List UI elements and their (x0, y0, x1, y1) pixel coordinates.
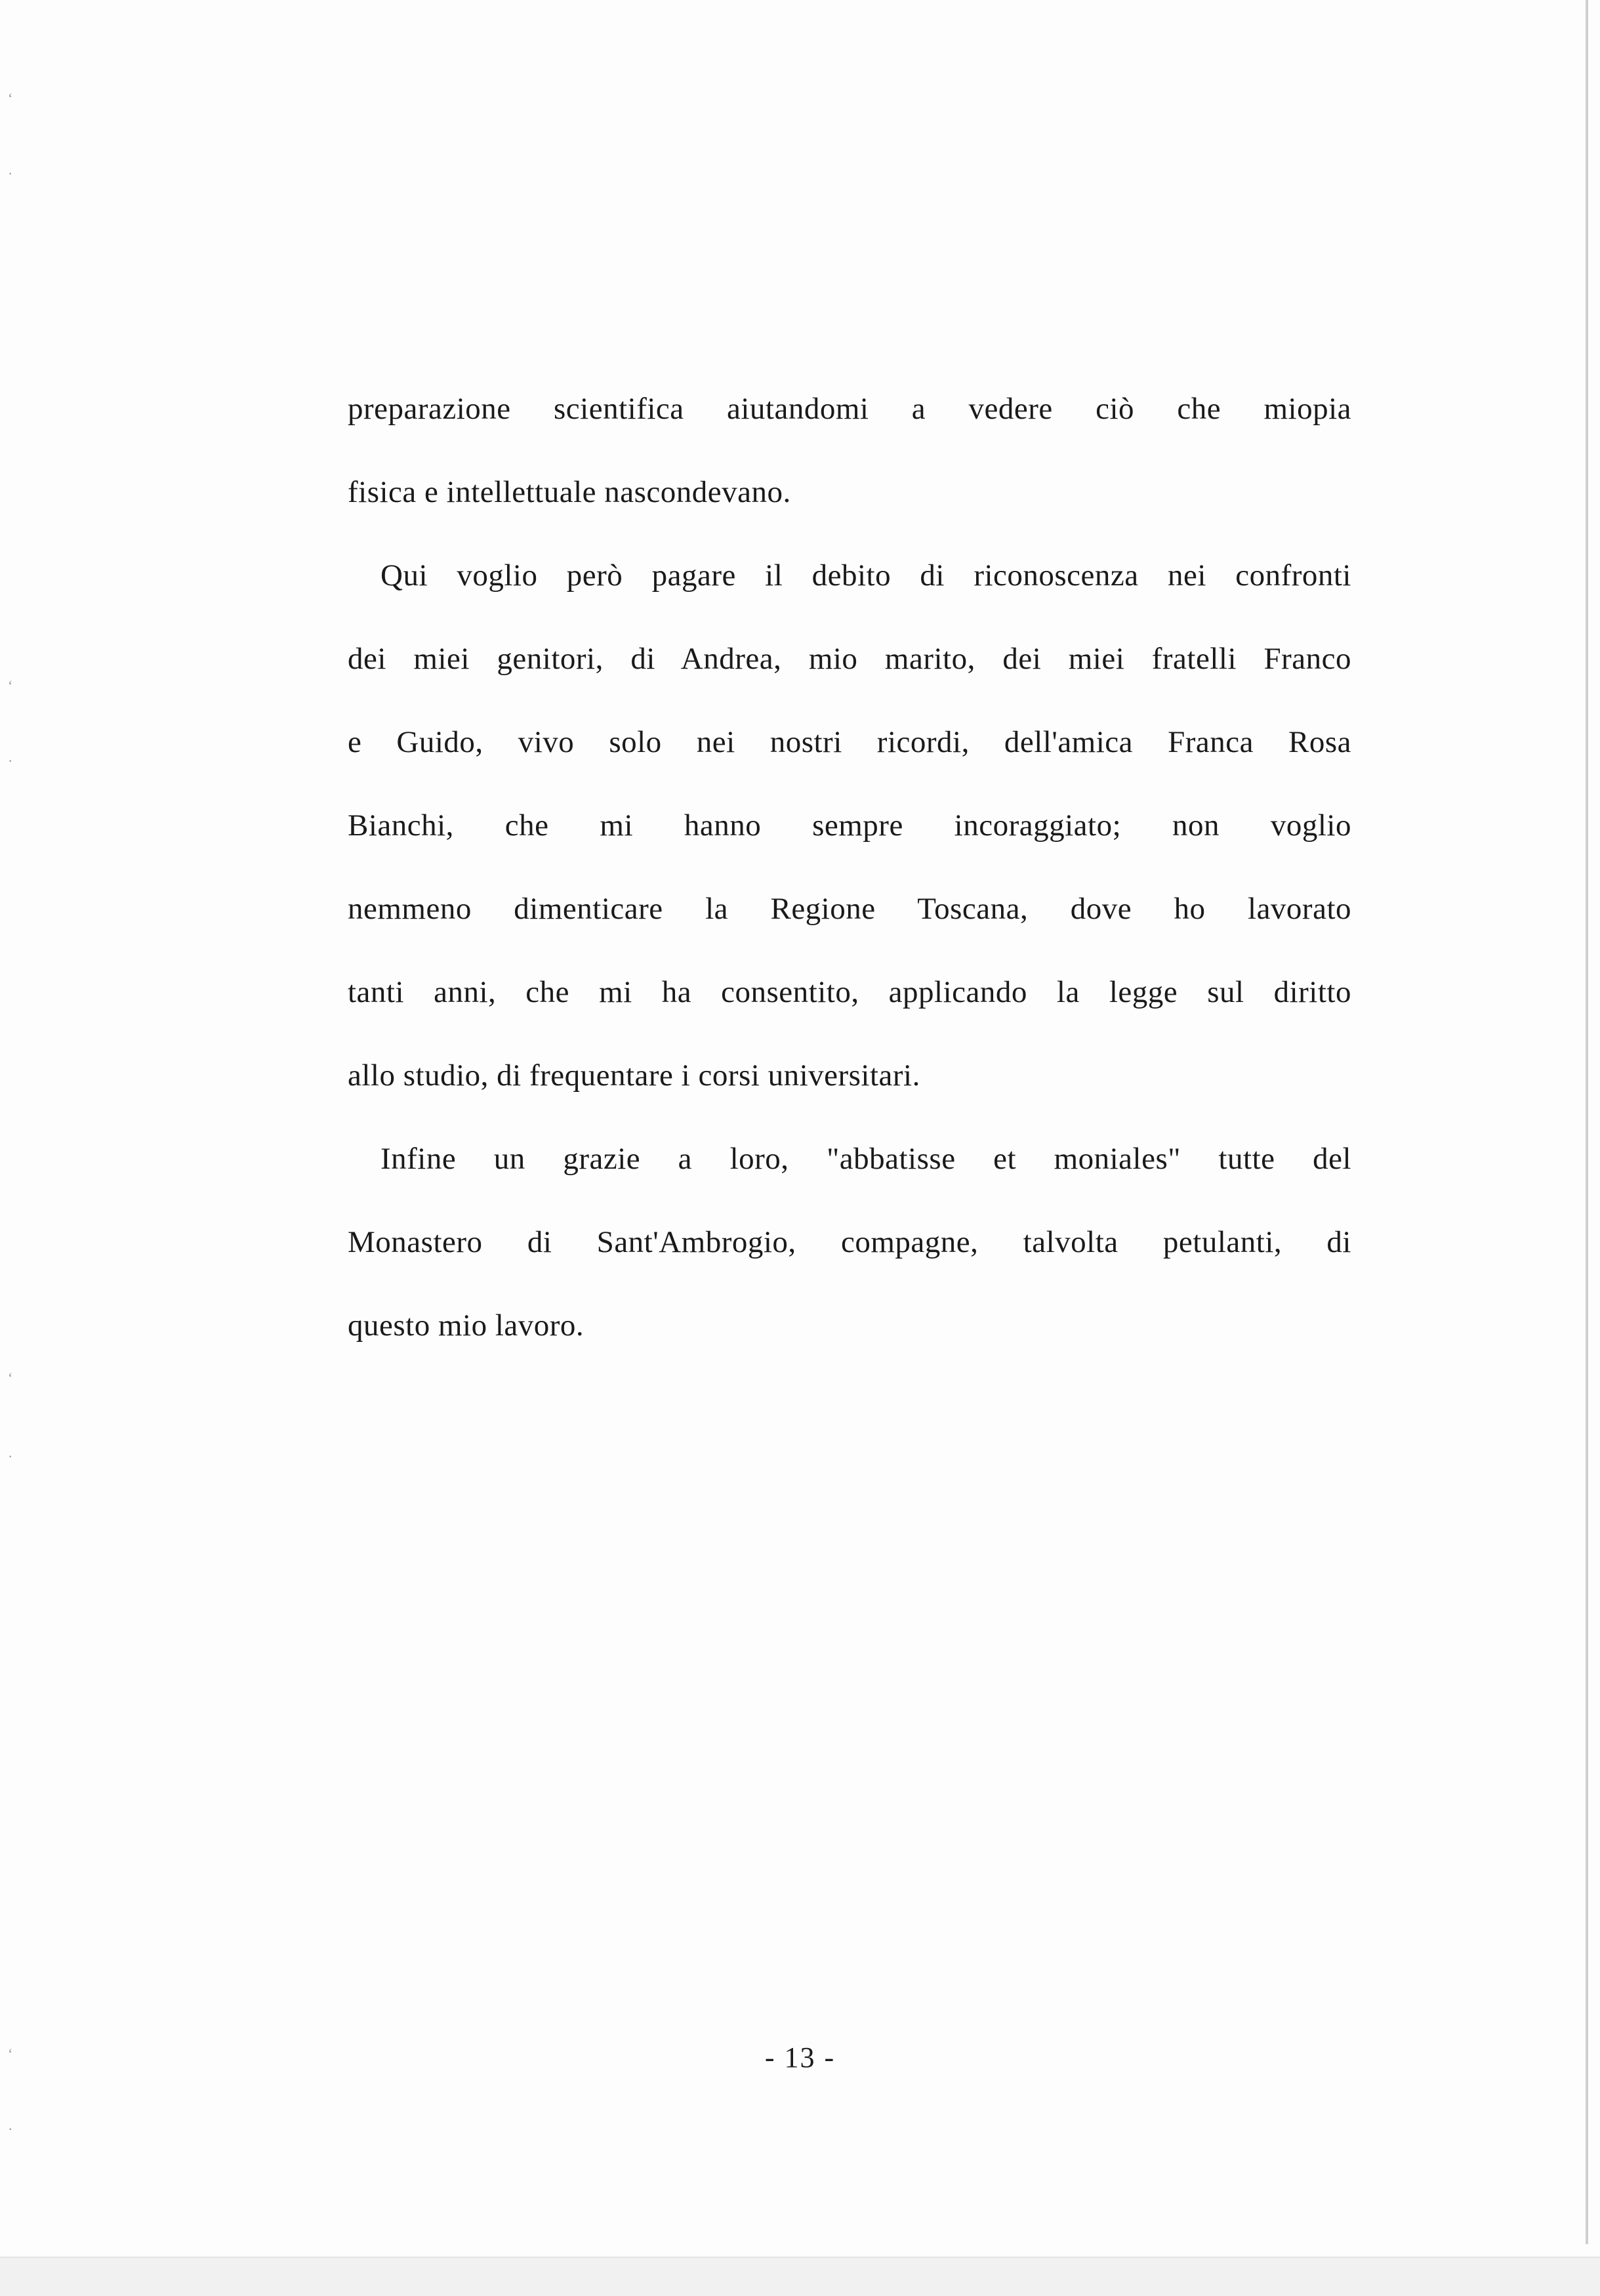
text-line: Bianchi, che mi hanno sempre incoraggiato; non voglio (348, 808, 1351, 843)
body-text (348, 367, 1351, 1367)
page-edge-shadow (1586, 0, 1588, 2244)
binding-hole-mark: ‘ (8, 2045, 13, 2062)
scan-bottom-margin (0, 2257, 1600, 2296)
text-line: Monastero di Sant'Ambrogio, compagne, talvolta petulanti, di (348, 1225, 1351, 1259)
text-line: allo studio, di frequentare i corsi universitari. (348, 1058, 920, 1093)
text-line: Qui voglio però pagare il debito di riconoscenza nei confronti (380, 558, 1351, 593)
text-line: preparazione scientifica aiutandomi a vedere ciò che miopia (348, 392, 1351, 426)
binding-hole-mark: ‘ (8, 90, 13, 106)
text-line: e Guido, vivo solo nei nostri ricordi, dell'amica Franca Rosa (348, 725, 1351, 759)
text-line: fisica e intellettuale nascondevano. (348, 475, 791, 509)
binding-hole-mark: · (8, 165, 13, 182)
text-line: tanti anni, che mi ha consentito, applicando la legge sul diritto (348, 975, 1351, 1009)
binding-hole-mark: · (8, 753, 13, 769)
binding-hole-mark: ‘ (8, 677, 13, 694)
binding-hole-mark: ‘ (8, 1369, 13, 1386)
text-line: questo mio lavoro. (348, 1308, 585, 1343)
text-line: dei miei genitori, di Andrea, mio marito, dei miei fratelli Franco (348, 642, 1351, 676)
text-line: nemmeno dimenticare la Regione Toscana, dove ho lavorato (348, 892, 1351, 926)
page-number: - 13 - (764, 2041, 836, 2074)
binding-hole-mark: · (8, 1448, 13, 1465)
text-line: Infine un grazie a loro, "abbatisse et moniales" tutte del (380, 1142, 1351, 1176)
binding-hole-mark: · (8, 2121, 13, 2137)
